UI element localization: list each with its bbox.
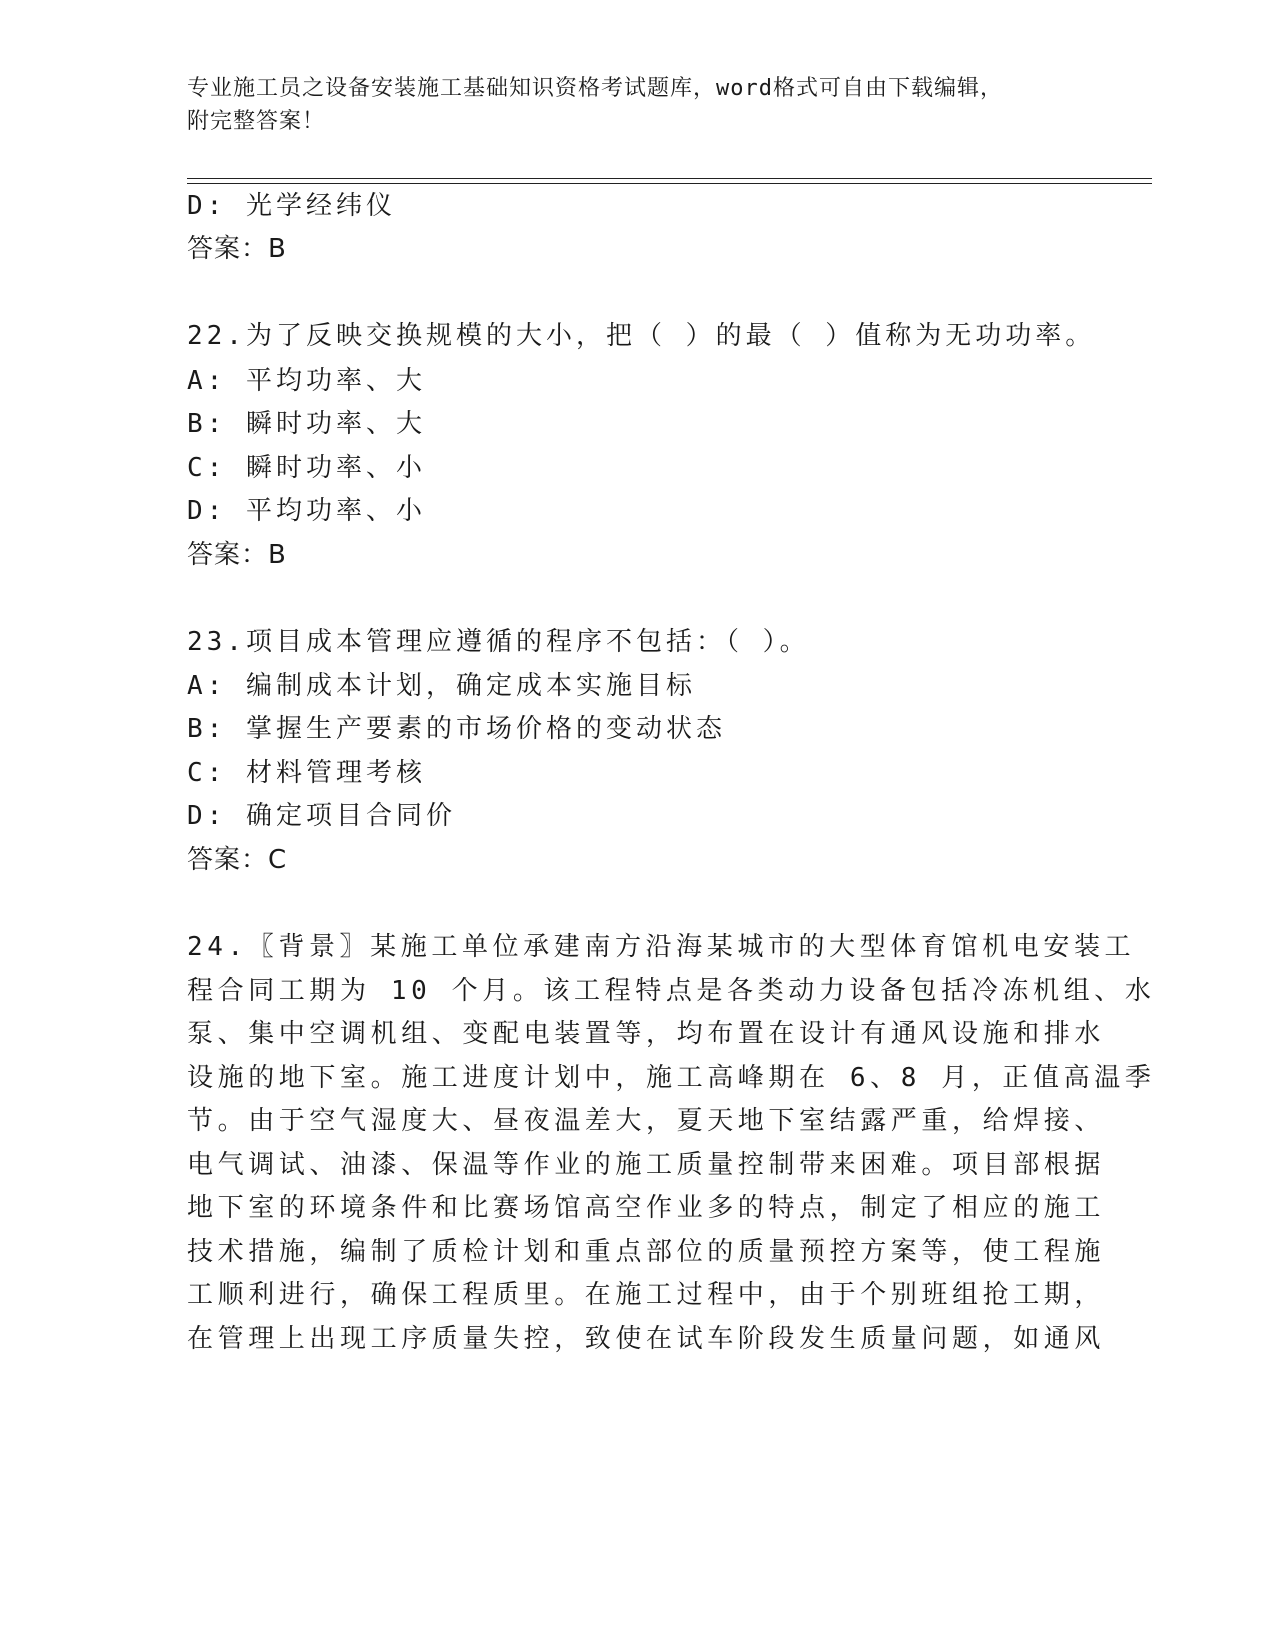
- q24-line: 泵、集中空调机组、变配电装置等，均布置在设计有通风设施和排水: [187, 1019, 1106, 1049]
- q24-line: 设施的地下室。施工进度计划中，施工高峰期在 6、8 月，正值高温季: [187, 1063, 1156, 1093]
- q22-question: 22.为了反映交换规模的大小，把（ ）的最（ ）值称为无功功率。: [187, 321, 1096, 351]
- q22-option-b: B: 瞬时功率、大: [187, 409, 426, 439]
- q22-option-c: C: 瞬时功率、小: [187, 453, 426, 483]
- header-divider-bottom: [187, 183, 1152, 184]
- q22-option-d: D: 平均功率、小: [187, 496, 426, 526]
- q24-line: 工顺利进行，确保工程质里。在施工过程中，由于个别班组抢工期，: [187, 1280, 1106, 1310]
- q24-line: 技术措施，编制了质检计划和重点部位的质量预控方案等，使工程施: [187, 1237, 1106, 1267]
- document-header: [187, 72, 1067, 138]
- q24-line: 节。由于空气湿度大、昼夜温差大，夏天地下室结露严重，给焊接、: [187, 1106, 1106, 1136]
- q21-answer: 答案：B: [187, 234, 287, 264]
- q23-option-c: C: 材料管理考核: [187, 758, 426, 788]
- q24-line: 电气调试、油漆、保温等作业的施工质量控制带来困难。项目部根据: [187, 1150, 1106, 1180]
- header-line-1: 专业施工员之设备安装施工基础知识资格考试题库，word格式可自由下载编辑，: [187, 76, 1003, 101]
- q23-answer: 答案：C: [187, 845, 288, 875]
- q24-line: 在管理上出现工序质量失控，致使在试车阶段发生质量问题，如通风: [187, 1324, 1106, 1354]
- q23-question: 23.项目成本管理应遵循的程序不包括：（ ）。: [187, 627, 810, 657]
- q23-option-b: B: 掌握生产要素的市场价格的变动状态: [187, 714, 726, 744]
- q24-line: 程合同工期为 10 个月。该工程特点是各类动力设备包括冷冻机组、水: [187, 976, 1156, 1006]
- q23-option-d: D: 确定项目合同价: [187, 801, 456, 831]
- header-line-2: 附完整答案！: [187, 109, 326, 134]
- q23-option-a: A: 编制成本计划，确定成本实施目标: [187, 671, 696, 701]
- q22-option-a: A: 平均功率、大: [187, 366, 426, 396]
- header-divider-top: [187, 178, 1152, 179]
- q21-option-d: D: 光学经纬仪: [187, 191, 396, 221]
- q22-answer: 答案：B: [187, 540, 287, 570]
- q24-line: 24.〖背景〗某施工单位承建南方沿海某城市的大型体育馆机电安装工: [187, 932, 1136, 962]
- q24-line: 地下室的环境条件和比赛场馆高空作业多的特点，制定了相应的施工: [187, 1193, 1106, 1223]
